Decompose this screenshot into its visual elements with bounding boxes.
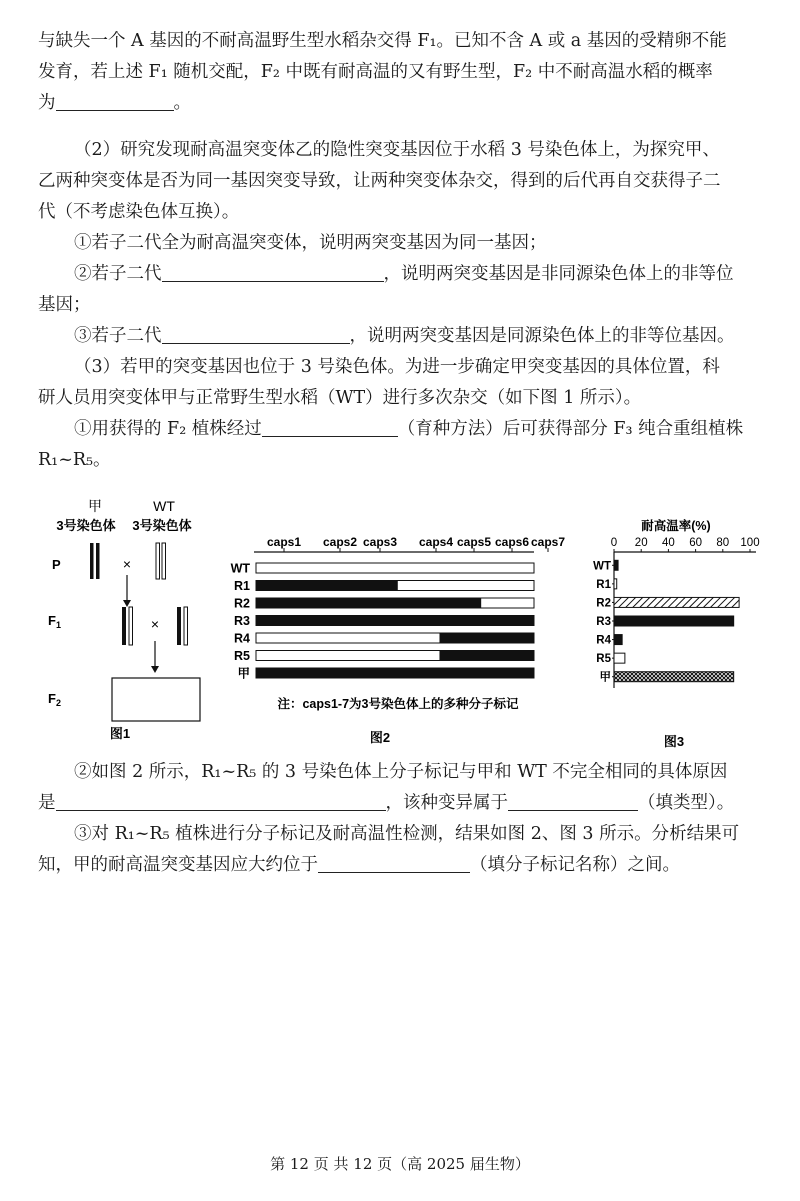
chromosome-wt — [162, 543, 166, 579]
page-footer: 第 12 页 共 12 页（高 2025 届生物） — [270, 1155, 530, 1173]
text-line: R₁~R₅。 — [38, 450, 111, 470]
y-category-label: WT — [593, 560, 611, 573]
text-line: ①若子二代全为耐高温突变体，说明两突变基因为同一基因； — [74, 233, 547, 253]
text-line: ③对 R₁~R₅ 植株进行分子标记及耐高温性检测，结果如图 2、图 3 所示。分析结果可 — [74, 824, 740, 844]
fig1-wt-label: WT — [153, 498, 175, 514]
bar-R4 — [614, 635, 622, 645]
text-fragment: （育种方法）后可获得部分 F₃ 纯合重组植株 — [397, 419, 744, 439]
fig1-row-f1: $F_1$ — [48, 613, 61, 630]
marker-label: caps6 — [494, 535, 530, 549]
answer-blank-2[interactable] — [162, 263, 384, 282]
x-tick-label: 0 — [610, 537, 618, 549]
marker-label: caps1 — [266, 535, 302, 549]
text-fragment: 为 — [38, 93, 56, 113]
chromosome-f1-wt — [184, 607, 188, 645]
figure-3-heat-tolerance-chart — [580, 518, 770, 750]
fig1-jia-label: 甲 — [88, 498, 102, 514]
fig1-row-f2: $F_2$ — [48, 691, 61, 708]
figure-1-cross-diagram — [38, 495, 208, 745]
text-fragment: ③若子二代 — [74, 326, 162, 346]
text-fragment: （填分子标记名称）之间。 — [470, 855, 680, 875]
chromosome-black-segment — [256, 581, 398, 591]
figure-2-marker-map — [222, 530, 578, 752]
cross-symbol: × — [122, 556, 132, 572]
figure-2-note: 注：caps1-7为3号染色体上的多种分子标记 — [277, 697, 519, 711]
y-category-label: 甲 — [599, 671, 611, 684]
answer-blank-5[interactable] — [56, 792, 386, 811]
text-fragment: 知，甲的耐高温突变基因应大约位于 — [38, 855, 318, 875]
bar-R5 — [614, 653, 625, 663]
arrow-head — [151, 666, 159, 673]
chromosome-black-segment — [256, 668, 534, 678]
text-line: （3）若甲的突变基因也位于 3 号染色体。为进一步确定甲突变基因的具体位置，科 — [74, 357, 720, 377]
text-fragment: ②若子二代 — [74, 264, 162, 284]
row-label: R1 — [234, 579, 250, 593]
chromosome-jia — [96, 543, 100, 579]
y-category-label: R4 — [596, 634, 611, 647]
chromosome-wt — [156, 543, 160, 579]
f2-box — [112, 678, 200, 721]
text-line — [38, 414, 766, 445]
text-line: 发育，若上述 F₁ 随机交配，F₂ 中既有耐高温的又有野生型，F₂ 中不耐高温水稻的概率 — [38, 62, 713, 82]
x-tick-label: 100 — [740, 537, 760, 549]
marker-label: caps5 — [456, 535, 492, 549]
fig1-chrom-jia-label: 3号染色体 — [56, 518, 116, 533]
text-line — [38, 259, 766, 290]
text-fragment: ，说明两突变基因是非同源染色体上的非等位 — [383, 264, 734, 284]
text-line: （2）研究发现耐高温突变体乙的隐性突变基因位于水稻 3 号染色体上，为探究甲、 — [74, 140, 720, 160]
chromosome-black-segment — [439, 651, 534, 661]
row-label: R5 — [234, 649, 250, 663]
chromosome-black-segment — [439, 633, 534, 643]
chromosome-bar — [256, 563, 534, 573]
text-fragment: ①用获得的 F₂ 植株经过 — [74, 419, 262, 439]
text-fragment: 是 — [38, 793, 56, 813]
row-label: R4 — [234, 631, 250, 646]
cross-symbol: × — [150, 616, 160, 632]
row-label: R3 — [234, 614, 250, 628]
bar-R1 — [614, 579, 617, 589]
x-tick-label: 40 — [662, 537, 675, 549]
text-line — [38, 788, 766, 819]
row-label: R2 — [234, 596, 250, 611]
text-line — [38, 321, 766, 352]
text-fragment: 。 — [173, 93, 191, 113]
text-line: 研人员用突变体甲与正常野生型水稻（WT）进行多次杂交（如下图 1 所示）。 — [38, 388, 642, 408]
bar-R2 — [614, 597, 739, 607]
row-label: WT — [230, 561, 250, 576]
text-line: 基因； — [38, 295, 91, 315]
chromosome-black-segment — [256, 616, 534, 626]
y-category-label: R3 — [596, 616, 611, 628]
chromosome-black-segment — [256, 598, 481, 608]
answer-blank-4[interactable] — [262, 418, 398, 437]
bar-甲 — [614, 672, 734, 682]
bar-WT — [614, 560, 618, 570]
text-fragment: ，说明两突变基因是同源染色体上的非等位基因。 — [349, 326, 735, 346]
figure-3-title: 图3 — [663, 734, 685, 749]
chromosome-f1-jia — [122, 607, 126, 645]
chart-title: 耐高温率(%) — [641, 519, 711, 533]
x-tick-label: 20 — [634, 537, 648, 549]
question-2-block — [38, 135, 766, 476]
marker-label: caps2 — [322, 535, 358, 549]
answer-blank-7[interactable] — [318, 854, 470, 873]
marker-label: caps4 — [418, 535, 454, 549]
text-line — [38, 850, 766, 881]
text-line: 乙两种突变体是否为同一基因突变导致，让两种突变体杂交，得到的后代再自交获得子二 — [38, 171, 721, 191]
row-label: 甲 — [237, 666, 250, 681]
y-category-label: R2 — [596, 597, 611, 610]
x-tick-label: 80 — [716, 537, 730, 549]
figure-1-title: 图1 — [109, 726, 131, 741]
text-line: 代（不考虑染色体互换）。 — [38, 202, 240, 222]
figure-2-title: 图2 — [369, 730, 391, 745]
fig1-row-p: P — [52, 557, 61, 572]
chromosome-f1-jia — [177, 607, 181, 645]
chromosome-f1-wt — [129, 607, 133, 645]
text-fragment: （填类型）。 — [638, 793, 735, 813]
fig1-chrom-wt-label: 3号染色体 — [132, 518, 192, 533]
question-3-continued-block — [38, 757, 766, 881]
x-tick-label: 60 — [689, 537, 702, 549]
answer-blank-3[interactable] — [162, 325, 350, 344]
text-fragment: ，该种变异属于 — [385, 793, 508, 813]
marker-label: caps7 — [530, 535, 566, 549]
text-line: 与缺失一个 A 基因的不耐高温野生型水稻杂交得 F₁。已知不含 A 或 a 基因的受精卵不能 — [38, 31, 727, 51]
bar-R3 — [614, 616, 734, 626]
arrow-head — [123, 600, 131, 607]
y-category-label: R5 — [596, 653, 611, 666]
y-category-label: R1 — [596, 578, 611, 591]
answer-blank-6[interactable] — [508, 792, 638, 811]
text-line — [38, 88, 766, 119]
question-text-block — [38, 26, 766, 119]
answer-blank-1[interactable] — [56, 92, 174, 111]
marker-label: caps3 — [362, 535, 398, 549]
chromosome-jia — [90, 543, 94, 579]
text-line: ②如图 2 所示，R₁~R₅ 的 3 号染色体上分子标记与甲和 WT 不完全相同的具体原因 — [74, 762, 728, 782]
